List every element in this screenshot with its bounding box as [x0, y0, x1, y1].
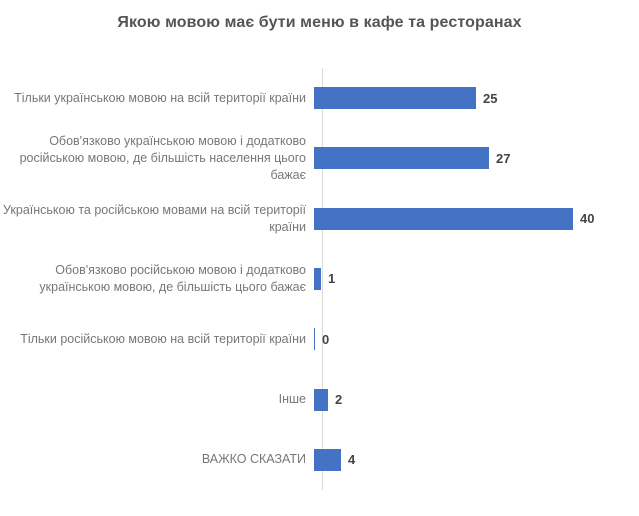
category-label: Обов'язково українською мовою і додатково російською мовою, де більшість населення цього бажає	[19, 133, 306, 182]
bar[interactable]	[314, 449, 341, 471]
bar[interactable]	[314, 328, 315, 350]
category-label: Інше	[278, 392, 306, 407]
bar[interactable]	[314, 208, 573, 230]
plot-area	[0, 68, 639, 493]
bar-value-label: 25	[483, 90, 498, 106]
bar-row	[0, 369, 639, 429]
bar-value-label: 40	[580, 211, 595, 227]
category-label: ВАЖКО СКАЗАТИ	[201, 452, 306, 467]
bar-zone	[314, 369, 639, 429]
bar-value-label: 27	[496, 150, 511, 166]
bar-row	[0, 128, 639, 188]
bar[interactable]	[314, 268, 321, 290]
bar-rows	[0, 68, 639, 490]
bar[interactable]	[314, 147, 489, 169]
category-label: Тільки українською мовою на всій території країни	[14, 90, 306, 105]
bar-row	[0, 189, 639, 249]
bar-row	[0, 430, 639, 490]
bar-row	[0, 249, 639, 309]
bar-row	[0, 309, 639, 369]
bar-zone	[314, 128, 639, 188]
bar-zone	[314, 68, 639, 128]
bar-zone	[314, 309, 639, 369]
bar-zone	[314, 430, 639, 490]
bar-value-label: 1	[328, 271, 336, 287]
chart-title: Якою мовою має бути меню в кафе та ресторанах	[117, 14, 522, 31]
bar-value-label: 2	[335, 392, 343, 408]
bar-zone	[314, 189, 639, 249]
bar-value-label: 4	[348, 452, 356, 468]
category-label: Тільки російською мовою на всій території країни	[20, 331, 306, 346]
bar-value-label: 0	[322, 331, 330, 347]
bar-row	[0, 68, 639, 128]
bar[interactable]	[314, 87, 476, 109]
category-label: Українською та російською мовами на всій території країни	[3, 202, 306, 234]
category-label: Обов'язково російською мовою і додатково українською мовою, де більшість цього бажає	[39, 262, 306, 294]
bar-zone	[314, 249, 639, 309]
bar[interactable]	[314, 389, 328, 411]
